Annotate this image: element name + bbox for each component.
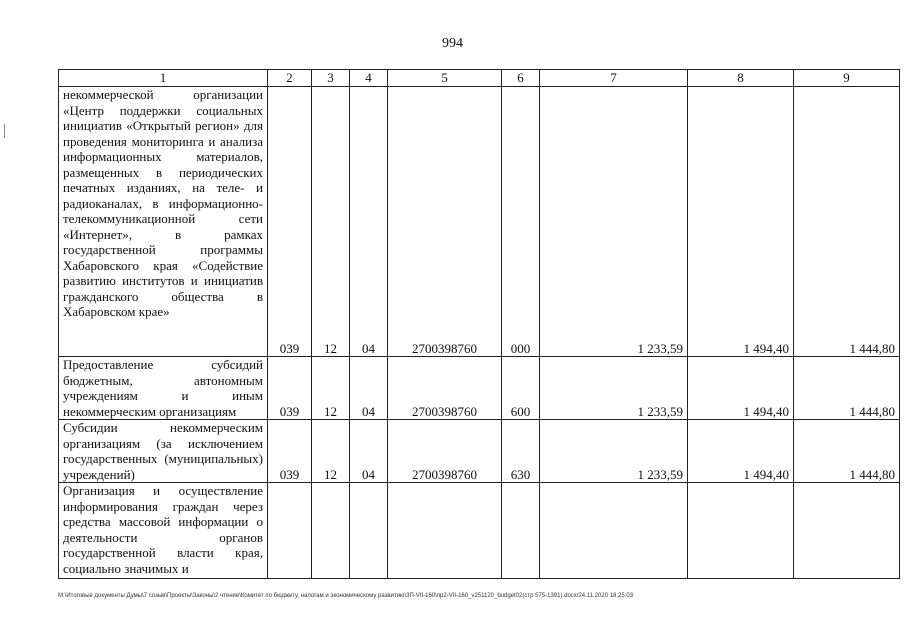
row-subsection-code: 04 [350,357,388,420]
row-amount-2020 [540,483,688,579]
row-amount-2021 [688,483,794,579]
table-row [59,483,900,579]
row-ministry-code [268,483,312,579]
table-row [59,420,900,483]
row-amount-2022: 1 444,80 [794,420,900,483]
page-number: 994 [442,36,463,51]
row-amount-2022: 1 444,80 [794,87,900,357]
column-header: 7 [540,70,688,87]
row-type-code: 000 [502,87,540,357]
row-target-code: 2700398760 [388,87,502,357]
document-path-footer: M:\Итоговые документы Думы\7 созыв\Проекты\Законы\2 чтение\Комитет по бюджету, налогам и экономическому развитию\3П-VII-160\пр2-VII-160_v251120_budget02(стр 575-1391).docx/24.11.2020 18:25:03 [58,593,634,599]
row-section-code: 12 [312,420,350,483]
row-amount-2022: 1 444,80 [794,357,900,420]
column-header: 6 [502,70,540,87]
row-section-code: 12 [312,87,350,357]
row-ministry-code: 039 [268,420,312,483]
column-header: 2 [268,70,312,87]
column-header: 1 [59,70,268,87]
row-target-code [388,483,502,579]
row-name: Субсидии некоммерческим организациям (за исключением государственных (муниципальных) учреждений) [59,420,268,483]
row-amount-2020: 1 233,59 [540,87,688,357]
column-header: 8 [688,70,794,87]
column-header: 9 [794,70,900,87]
column-header: 3 [312,70,350,87]
row-type-code [502,483,540,579]
row-name: некоммерческой организации «Центр поддержки социальных инициатив «Открытый регион» для проведения мониторинга и анализа информационных материалов, размещенных в периодических печатных изданиях, на теле- и радиоканалах, в информационно-телекоммуникационной сети «Интернет», в рамках государственной программы Хабаровского края «Содействие развитию институтов и инициатив гражданского общества в Хабаровском крае» [59,87,268,357]
table-row [59,357,900,420]
row-amount-2020: 1 233,59 [540,420,688,483]
row-section-code [312,483,350,579]
row-amount-2021: 1 494,40 [688,420,794,483]
row-type-code: 600 [502,357,540,420]
row-name: Предоставление субсидий бюджетным, автономным учреждениям и иным некоммерческим организациям [59,357,268,420]
row-section-code: 12 [312,357,350,420]
row-amount-2022 [794,483,900,579]
row-amount-2021: 1 494,40 [688,357,794,420]
table-row [59,87,900,357]
row-subsection-code: 04 [350,87,388,357]
row-amount-2021: 1 494,40 [688,87,794,357]
row-target-code: 2700398760 [388,420,502,483]
margin-mark [4,124,5,138]
row-subsection-code: 04 [350,420,388,483]
table-header-row [59,70,900,87]
budget-table [58,69,900,579]
row-ministry-code: 039 [268,357,312,420]
row-name: Организация и осуществление информирования граждан через средства массовой информации о деятельности органов государственной власти края, социально значимых и [59,483,268,579]
row-target-code: 2700398760 [388,357,502,420]
row-type-code: 630 [502,420,540,483]
column-header: 5 [388,70,502,87]
row-ministry-code: 039 [268,87,312,357]
row-subsection-code [350,483,388,579]
row-amount-2020: 1 233,59 [540,357,688,420]
column-header: 4 [350,70,388,87]
